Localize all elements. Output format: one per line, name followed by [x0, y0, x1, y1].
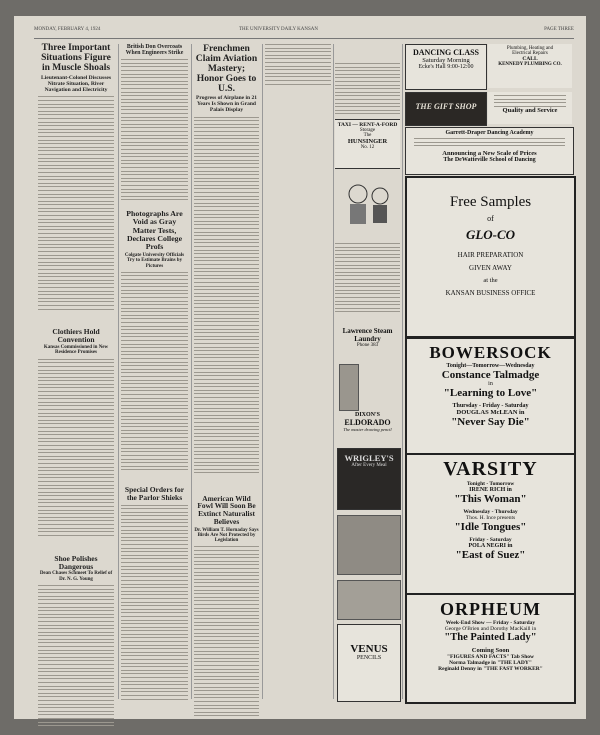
- bowersock-star: Constance Talmadge: [441, 369, 540, 381]
- subhead-clothiers: Kansas Commissioned in New Residence Promises: [43, 345, 109, 356]
- column-rule: [402, 44, 403, 699]
- varsity-dates3: Friday - Saturday: [469, 537, 512, 543]
- laundry-ad-title2: Laundry: [354, 335, 381, 343]
- column-2: [121, 44, 188, 705]
- venus-ad-product: PENCILS: [356, 655, 382, 661]
- varsity-film2: "Idle Tongues": [454, 521, 527, 533]
- cartoon-illustration: [338, 172, 398, 232]
- glo-co-at: at the: [483, 277, 498, 284]
- plumbing-ad-call: CALL: [522, 56, 538, 62]
- orpheum-name: ORPHEUM: [440, 599, 541, 619]
- laundry-ad-title: Lawrence Steam: [342, 327, 393, 335]
- theaters-ad: [405, 337, 576, 704]
- subhead-wild-fowl: Dr. William T. Hornaday Says Birds Are Not Protected by Legislation: [194, 527, 259, 544]
- sealed-package-ad-image: [337, 515, 401, 575]
- glo-co-headline: Free Samples: [449, 194, 532, 210]
- dixons-ad: [335, 362, 400, 442]
- article-body: [194, 546, 259, 726]
- glo-co-offer: GIVEN AWAY: [469, 264, 512, 272]
- headline-clothiers: Clothiers Hold Convention: [52, 327, 100, 345]
- taxi-ad-line: No. 12: [360, 145, 375, 150]
- wrigleys-ad-brand: WRIGLEY'S: [344, 453, 394, 463]
- gift-shop-name: THE GIFT SHOP: [415, 102, 477, 111]
- plumbing-ad-name: KENNEDY PLUMBING CO.: [498, 62, 562, 67]
- varsity-film: "This Woman": [454, 493, 527, 505]
- column-rule: [333, 44, 334, 699]
- headline-aviation: Frenchmen Claim Aviation Mastery; Honor Goes to U.S.: [195, 43, 258, 95]
- gift-shop-ad: [488, 92, 572, 124]
- taxi-ad: [335, 119, 400, 169]
- dixons-ad-product: ELDORADO: [344, 418, 391, 427]
- dancing-class-time: Saturday Morning: [422, 57, 470, 64]
- dancing-academy-ad: [405, 127, 574, 175]
- article-body: [194, 117, 259, 492]
- cartoon-icon: [338, 172, 398, 232]
- article-body: [265, 44, 331, 89]
- article-body: [38, 96, 114, 324]
- headline-muscle-shoals: Three Important Situations Figure in Muscle Shoals: [41, 43, 111, 73]
- venus-ad-brand: VENUS: [350, 643, 388, 655]
- laundry-ad-phone: Phone 383: [356, 343, 379, 348]
- article-body-column5-top: [335, 60, 400, 116]
- headline-wild-fowl: American Wild Fowl Will Soon Be Extinct Naturalist Believes: [197, 493, 256, 526]
- varsity-presenter: Thos. H. Ince presents: [465, 515, 516, 521]
- varsity-star3: POLA NEGRI in: [468, 543, 513, 549]
- varsity-star: IRENE RICH in: [469, 487, 512, 493]
- varsity-block: [407, 458, 574, 595]
- orpheum-tab-show: "FIGURES AND FACTS" Tab Show: [446, 654, 534, 660]
- taxi-ad-name: HUNSINGER: [347, 138, 388, 145]
- bowersock-in: in: [488, 381, 493, 387]
- article-body-lawrence: [335, 240, 400, 355]
- masthead: [34, 27, 574, 37]
- plumbing-ad: [488, 44, 572, 88]
- gum-package-ad-image: [337, 580, 401, 620]
- academy-school: The DeWatteville School of Dancing: [443, 157, 536, 163]
- varsity-name: VARSITY: [443, 458, 538, 480]
- orpheum-stars: George O'Brien and Dorothy MacKaill in: [444, 626, 537, 632]
- column-rule: [262, 44, 263, 699]
- subhead-aviation: Progress of Airplane in 21 Years Is Shown in Grand Palais Display: [196, 95, 257, 113]
- column-rule: [118, 44, 119, 699]
- masthead-title: THE UNIVERSITY DAILY KANSAN: [239, 27, 318, 32]
- dancing-class-title: DANCING CLASS: [412, 48, 479, 57]
- gift-shop-logo: [405, 92, 487, 126]
- headline-british-overcoats: British Don Overcoats When Engineers Strike: [125, 44, 184, 57]
- glo-co-product: HAIR PREPARATION: [457, 251, 524, 259]
- article-body: [121, 505, 188, 705]
- orpheum-coming-film2: Reginald Denny in "THE FAST WORKER": [438, 666, 543, 672]
- bowersock-star2: DOUGLAS McLEAN in: [456, 409, 525, 416]
- article-body: [38, 359, 114, 551]
- bowersock-film2: "Never Say Die": [451, 416, 530, 428]
- orpheum-coming-film: Norma Talmadge in "THE LADY": [449, 660, 532, 666]
- column-rule: [191, 44, 192, 699]
- bowersock-film: "Learning to Love": [443, 387, 538, 399]
- article-body: [121, 59, 188, 207]
- dancing-class-location: Ecke's Hall 9:00-12:00: [418, 64, 474, 70]
- column-1: [38, 44, 114, 735]
- column-3: [194, 44, 259, 726]
- masthead-rule: [34, 38, 574, 39]
- glo-co-location: KANSAN BUSINESS OFFICE: [445, 289, 536, 297]
- subhead-photographs: Colgate University Officials Try to Estimate Brains by Pictures: [124, 253, 185, 269]
- headline-parlor-shieks: Special Orders for the Parlor Shieks: [124, 484, 185, 502]
- orpheum-dates: Week-End Show — Friday - Saturday: [445, 620, 536, 626]
- dixons-figure-image: [339, 364, 359, 411]
- taxi-ad-title: TAXI — RENT-A-FORD: [337, 122, 398, 128]
- varsity-dates2: Wednesday - Thursday: [463, 509, 518, 515]
- taxi-ad-line: The: [363, 133, 372, 138]
- bowersock-dates2: Thursday - Friday - Saturday: [452, 403, 529, 409]
- academy-announcement: Announcing a New Scale of Prices: [442, 150, 537, 157]
- gift-shop-slogan: Quality and Service: [502, 107, 558, 114]
- plumbing-ad-line: Plumbing, Heating and: [506, 46, 554, 51]
- plumbing-ad-line: Electrical Repairs: [512, 51, 548, 56]
- subhead-shoe-polishes: Dean Chases Schmeet To Relief of Dr. N. G. Young: [39, 571, 113, 582]
- masthead-page: PAGE THREE: [544, 27, 574, 32]
- article-body: [38, 585, 114, 735]
- dixons-ad-brand: DIXON'S: [354, 412, 380, 418]
- bowersock-dates: Tonight—Tomorrow—Wednesday: [446, 363, 535, 369]
- academy-name: Garrett-Draper Dancing Academy: [445, 130, 534, 136]
- wrigleys-ad: [337, 448, 401, 510]
- headline-photographs: Photographs Are Void as Gray Matter Tests, Declares College Profs: [126, 209, 183, 251]
- headline-shoe-polishes: Shoe Polishes Dangerous: [54, 553, 98, 571]
- orpheum-block: [407, 599, 574, 672]
- masthead-date: MONDAY, FEBRUARY 4, 1924: [34, 27, 101, 32]
- glo-co-ad: [405, 176, 576, 338]
- column-4: [265, 44, 331, 89]
- taxi-ad-line: Storage: [359, 128, 376, 133]
- varsity-dates: Tonight - Tomorrow: [466, 481, 515, 487]
- subhead-muscle-shoals: Lieutenant-Colonel Discusses Nitrate Situation, River Navigation and Electricity: [40, 74, 112, 93]
- bowersock-block: [407, 343, 574, 455]
- bowersock-name: BOWERSOCK: [429, 343, 552, 362]
- dixons-ad-slogan: The master drawing pencil: [343, 427, 392, 432]
- venus-pencil-ad: [337, 624, 401, 702]
- orpheum-coming: Coming Soon: [471, 647, 510, 654]
- orpheum-film: "The Painted Lady": [444, 632, 537, 643]
- glo-co-of: of: [487, 214, 494, 223]
- dancing-class-ad: [405, 44, 487, 90]
- glo-co-brand: GLO-CO: [465, 227, 516, 242]
- article-body: [121, 272, 188, 482]
- varsity-film3: "East of Suez": [455, 549, 526, 561]
- wrigleys-ad-slogan: After Every Meal: [351, 463, 387, 468]
